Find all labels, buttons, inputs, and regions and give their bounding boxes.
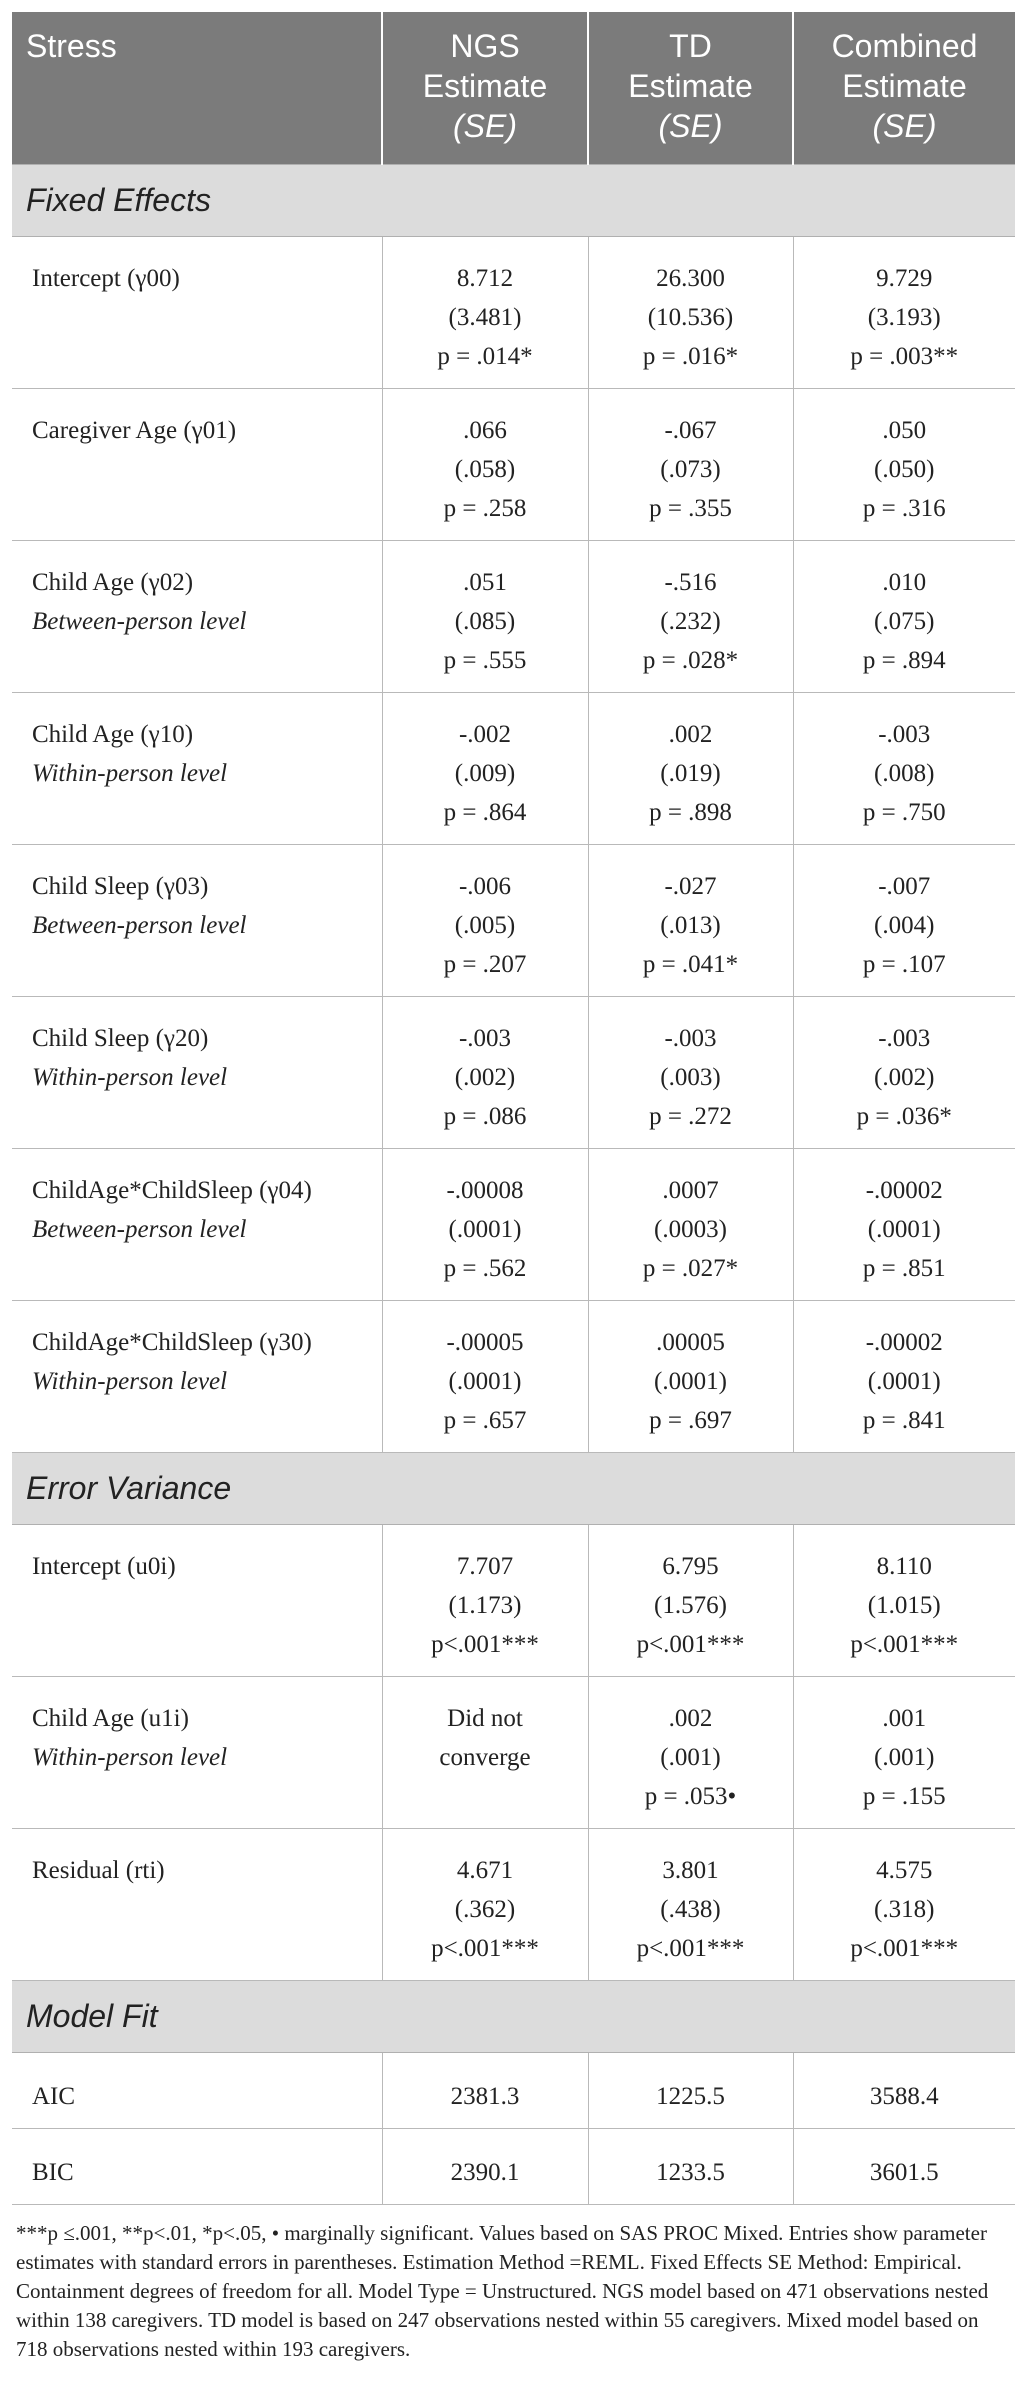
row-label-cell <box>12 996 382 1148</box>
standard-error-value: (.0001) <box>654 1367 727 1395</box>
header-stub: Stress <box>12 12 382 164</box>
row-label: ChildAge*ChildSleep (γ04) <box>32 1176 312 1204</box>
cell-ngs <box>382 388 588 540</box>
estimate-value: -.003 <box>878 1024 931 1052</box>
p-value: p = .657 <box>443 1406 527 1434</box>
table-row <box>12 236 1015 388</box>
p-value: p = .155 <box>862 1782 946 1810</box>
cell-td <box>588 540 793 692</box>
p-value: p = .851 <box>862 1254 946 1282</box>
cell-td <box>588 1828 793 1980</box>
cell-td <box>588 2052 793 2128</box>
standard-error-value: (.0001) <box>867 1215 941 1243</box>
table-row <box>12 692 1015 844</box>
row-label: Child Sleep (γ20) <box>32 1024 209 1052</box>
p-value: p = .355 <box>649 494 732 522</box>
section-title: Error Variance <box>12 1452 1015 1524</box>
section-row <box>12 1452 1015 1524</box>
cell-ngs <box>382 1300 588 1452</box>
row-label: BIC <box>32 2158 74 2186</box>
estimate-value: -.516 <box>664 568 717 596</box>
estimate-value: 3588.4 <box>869 2082 939 2110</box>
estimate-value: -.002 <box>458 720 512 748</box>
header-td-line2: Estimate <box>628 68 753 104</box>
p-value: p = .053• <box>644 1782 737 1810</box>
p-value: p = .258 <box>443 494 527 522</box>
estimate-value: 2390.1 <box>450 2158 520 2186</box>
cell-td <box>588 388 793 540</box>
estimate-value: .002 <box>668 720 713 748</box>
cell-td <box>588 1300 793 1452</box>
header-combined <box>793 12 1015 164</box>
row-label: Residual (rti) <box>32 1856 165 1884</box>
p-value: p = .207 <box>443 950 527 978</box>
cell-td <box>588 844 793 996</box>
standard-error-value: (3.193) <box>867 303 941 331</box>
table-footnote: ***p ≤.001, **p<.01, *p<.05, • marginally significant. Values based on SAS PROC Mixed. Entries show parameter estimates with standard errors in parentheses. Estimation Method =REML. Fixed Effects SE Method: Empirical. Containment degrees of freedom for all. Model Type = Unstructured. NGS model based on 471 observations nested within 138 caregivers. TD model is based on 247 observations nested within 55 caregivers. Mixed model based on 718 observations nested within 193 caregivers. <box>16 2220 989 2361</box>
standard-error-value: (1.015) <box>867 1591 941 1619</box>
estimate-value: -.007 <box>878 872 931 900</box>
cell-ngs <box>382 2128 588 2204</box>
row-label: Child Age (γ10) <box>32 720 194 748</box>
row-label-cell <box>12 388 382 540</box>
standard-error-value: (.013) <box>660 911 721 939</box>
p-value: p = .036* <box>856 1102 952 1130</box>
table-header <box>12 12 1015 164</box>
standard-error-value: (10.536) <box>647 303 734 331</box>
p-value: p = .016* <box>642 342 739 370</box>
table-row <box>12 1148 1015 1300</box>
cell-ngs <box>382 236 588 388</box>
standard-error-value: (.002) <box>874 1063 935 1091</box>
standard-error-value: (.002) <box>454 1063 516 1091</box>
row-label-cell <box>12 236 382 388</box>
estimate-value: 8.712 <box>456 264 514 292</box>
row-sublabel: Within-person level <box>32 1367 228 1395</box>
estimate-value: .001 <box>882 1704 927 1732</box>
standard-error-value: (.005) <box>454 911 516 939</box>
cell-td <box>588 996 793 1148</box>
p-value: p<.001*** <box>431 1934 539 1962</box>
table-row <box>12 1300 1015 1452</box>
standard-error-value: (.438) <box>660 1895 721 1923</box>
cell-td <box>588 1148 793 1300</box>
estimate-value: .066 <box>463 416 507 444</box>
header-ngs-line2: Estimate <box>422 68 548 104</box>
estimate-value: 1233.5 <box>656 2158 725 2186</box>
cell-combined <box>793 1300 1015 1452</box>
standard-error-value: (.001) <box>874 1743 935 1771</box>
cell-combined <box>793 1828 1015 1980</box>
row-label: Child Age (u1i) <box>32 1704 189 1732</box>
p-value: p = .555 <box>443 646 527 674</box>
stress-table-container <box>12 12 1015 2364</box>
row-label-cell <box>12 2128 382 2204</box>
header-ngs <box>382 12 588 164</box>
estimate-value: -.067 <box>664 416 717 444</box>
table-row <box>12 2128 1015 2204</box>
row-sublabel: Within-person level <box>32 1063 228 1091</box>
cell-combined <box>793 2128 1015 2204</box>
cell-combined <box>793 692 1015 844</box>
p-value: p = .028* <box>642 646 739 674</box>
row-label-cell <box>12 1148 382 1300</box>
cell-combined <box>793 1524 1015 1676</box>
section-row <box>12 164 1015 236</box>
estimate-value: -.00008 <box>446 1176 524 1204</box>
estimate-value: -.006 <box>458 872 512 900</box>
row-label: Intercept (u0i) <box>32 1552 176 1580</box>
estimate-value: -.003 <box>878 720 931 748</box>
estimate-value: -.003 <box>664 1024 717 1052</box>
cell-combined <box>793 844 1015 996</box>
cell-combined <box>793 388 1015 540</box>
standard-error-value: (.009) <box>454 759 516 787</box>
p-value: p<.001*** <box>850 1630 959 1658</box>
cell-ngs <box>382 1148 588 1300</box>
estimate-value: .050 <box>882 416 927 444</box>
estimate-value: .010 <box>882 568 927 596</box>
header-td <box>588 12 793 164</box>
table-row <box>12 1828 1015 1980</box>
row-label-cell <box>12 844 382 996</box>
estimate-value: -.00002 <box>865 1328 943 1356</box>
table-row <box>12 540 1015 692</box>
standard-error-value: (.019) <box>660 759 721 787</box>
cell-td <box>588 692 793 844</box>
standard-error-value: (.001) <box>660 1743 721 1771</box>
row-sublabel: Between-person level <box>32 607 247 635</box>
section-row <box>12 1980 1015 2052</box>
p-value: p<.001*** <box>431 1630 539 1658</box>
standard-error-value: (.058) <box>454 455 516 483</box>
standard-error-value: (.085) <box>454 607 516 635</box>
header-ngs-line1: NGS <box>450 28 520 64</box>
header-combined-line2: Estimate <box>842 68 967 104</box>
cell-ngs <box>382 540 588 692</box>
row-label-cell <box>12 1828 382 1980</box>
p-value: p = .562 <box>443 1254 527 1282</box>
estimate-value: -.00002 <box>865 1176 943 1204</box>
cell-td <box>588 1676 793 1828</box>
standard-error-value: (.0001) <box>448 1215 522 1243</box>
table-row <box>12 1524 1015 1676</box>
standard-error-value: (.003) <box>660 1063 721 1091</box>
cell-ngs <box>382 692 588 844</box>
standard-error-value: (1.173) <box>448 1591 522 1619</box>
p-value: p = .898 <box>649 798 732 826</box>
cell-combined <box>793 996 1015 1148</box>
estimate-value: .051 <box>463 568 507 596</box>
cell-ngs <box>382 1828 588 1980</box>
row-label: Child Age (γ02) <box>32 568 194 596</box>
p-value: p = .864 <box>443 798 527 826</box>
row-label: Caregiver Age (γ01) <box>32 416 237 444</box>
cell-ngs <box>382 1676 588 1828</box>
estimate-value: 3.801 <box>662 1856 719 1884</box>
table-row <box>12 2052 1015 2128</box>
p-value: p<.001*** <box>636 1934 745 1962</box>
p-value: p<.001*** <box>850 1934 959 1962</box>
header-row <box>12 12 1015 164</box>
estimate-value: .002 <box>668 1704 713 1732</box>
header-combined-line1: Combined <box>831 28 978 64</box>
standard-error-value: (.0001) <box>867 1367 941 1395</box>
row-sublabel: Within-person level <box>32 1743 228 1771</box>
p-value: p = .316 <box>862 494 946 522</box>
estimate-value: 6.795 <box>662 1552 719 1580</box>
row-label-cell <box>12 692 382 844</box>
table-row <box>12 844 1015 996</box>
standard-error-value: (.232) <box>660 607 721 635</box>
standard-error-value: (.0001) <box>448 1367 522 1395</box>
cell-ngs <box>382 996 588 1148</box>
row-label-cell <box>12 1524 382 1676</box>
standard-error-value: (3.481) <box>448 303 522 331</box>
standard-error-value: converge <box>439 1743 531 1771</box>
section-title: Fixed Effects <box>12 164 1015 236</box>
table-row <box>12 388 1015 540</box>
p-value: p = .697 <box>649 1406 732 1434</box>
row-label-cell <box>12 1300 382 1452</box>
row-label-cell <box>12 2052 382 2128</box>
p-value: p = .841 <box>862 1406 946 1434</box>
header-td-line3: (SE) <box>658 108 723 144</box>
row-sublabel: Between-person level <box>32 1215 247 1243</box>
p-value: p = .027* <box>642 1254 739 1282</box>
cell-combined <box>793 2052 1015 2128</box>
row-label: ChildAge*ChildSleep (γ30) <box>32 1328 312 1356</box>
estimate-value: Did not <box>447 1704 523 1732</box>
standard-error-value: (.318) <box>874 1895 935 1923</box>
row-label-cell <box>12 1676 382 1828</box>
row-label: Intercept (γ00) <box>32 264 180 292</box>
header-ngs-line3: (SE) <box>453 108 517 144</box>
cell-td <box>588 2128 793 2204</box>
estimate-value: 3601.5 <box>869 2158 939 2186</box>
estimate-value: 9.729 <box>876 264 933 292</box>
cell-ngs <box>382 844 588 996</box>
header-td-line1: TD <box>669 28 712 64</box>
p-value: p = .750 <box>862 798 946 826</box>
estimate-value: 4.671 <box>456 1856 514 1884</box>
row-label: AIC <box>32 2082 76 2110</box>
table-body <box>12 164 1015 2204</box>
estimate-value: 2381.3 <box>450 2082 520 2110</box>
p-value: p = .014* <box>437 342 533 370</box>
cell-ngs <box>382 1524 588 1676</box>
p-value: p = .003** <box>850 342 959 370</box>
standard-error-value: (.0003) <box>654 1215 727 1243</box>
header-combined-line3: (SE) <box>872 108 937 144</box>
estimate-value: -.027 <box>664 872 717 900</box>
section-title: Model Fit <box>12 1980 1015 2052</box>
table-row <box>12 1676 1015 1828</box>
row-label-cell <box>12 540 382 692</box>
standard-error-value: (.004) <box>874 911 935 939</box>
standard-error-value: (1.576) <box>654 1591 727 1619</box>
row-sublabel: Between-person level <box>32 911 247 939</box>
cell-td <box>588 1524 793 1676</box>
cell-combined <box>793 1148 1015 1300</box>
estimate-value: 8.110 <box>876 1552 932 1580</box>
cell-combined <box>793 540 1015 692</box>
estimate-value: 1225.5 <box>656 2082 725 2110</box>
cell-combined <box>793 1676 1015 1828</box>
p-value: p = .894 <box>862 646 946 674</box>
estimate-value: -.00005 <box>446 1328 524 1356</box>
row-label: Child Sleep (γ03) <box>32 872 209 900</box>
estimate-value: -.003 <box>458 1024 512 1052</box>
standard-error-value: (.008) <box>874 759 935 787</box>
standard-error-value: (.075) <box>874 607 935 635</box>
stress-estimates-table <box>12 12 1015 2205</box>
estimate-value: .00005 <box>656 1328 725 1356</box>
p-value: p = .086 <box>443 1102 527 1130</box>
standard-error-value: (.362) <box>454 1895 516 1923</box>
estimate-value: 4.575 <box>876 1856 933 1884</box>
standard-error-value: (.050) <box>874 455 935 483</box>
p-value: p<.001*** <box>636 1630 745 1658</box>
estimate-value: .0007 <box>662 1176 719 1204</box>
row-sublabel: Within-person level <box>32 759 228 787</box>
cell-combined <box>793 236 1015 388</box>
estimate-value: 26.300 <box>656 264 725 292</box>
cell-ngs <box>382 2052 588 2128</box>
cell-td <box>588 236 793 388</box>
table-row <box>12 996 1015 1148</box>
p-value: p = .041* <box>642 950 739 978</box>
p-value: p = .272 <box>649 1102 732 1130</box>
standard-error-value: (.073) <box>660 455 721 483</box>
estimate-value: 7.707 <box>456 1552 514 1580</box>
p-value: p = .107 <box>862 950 946 978</box>
